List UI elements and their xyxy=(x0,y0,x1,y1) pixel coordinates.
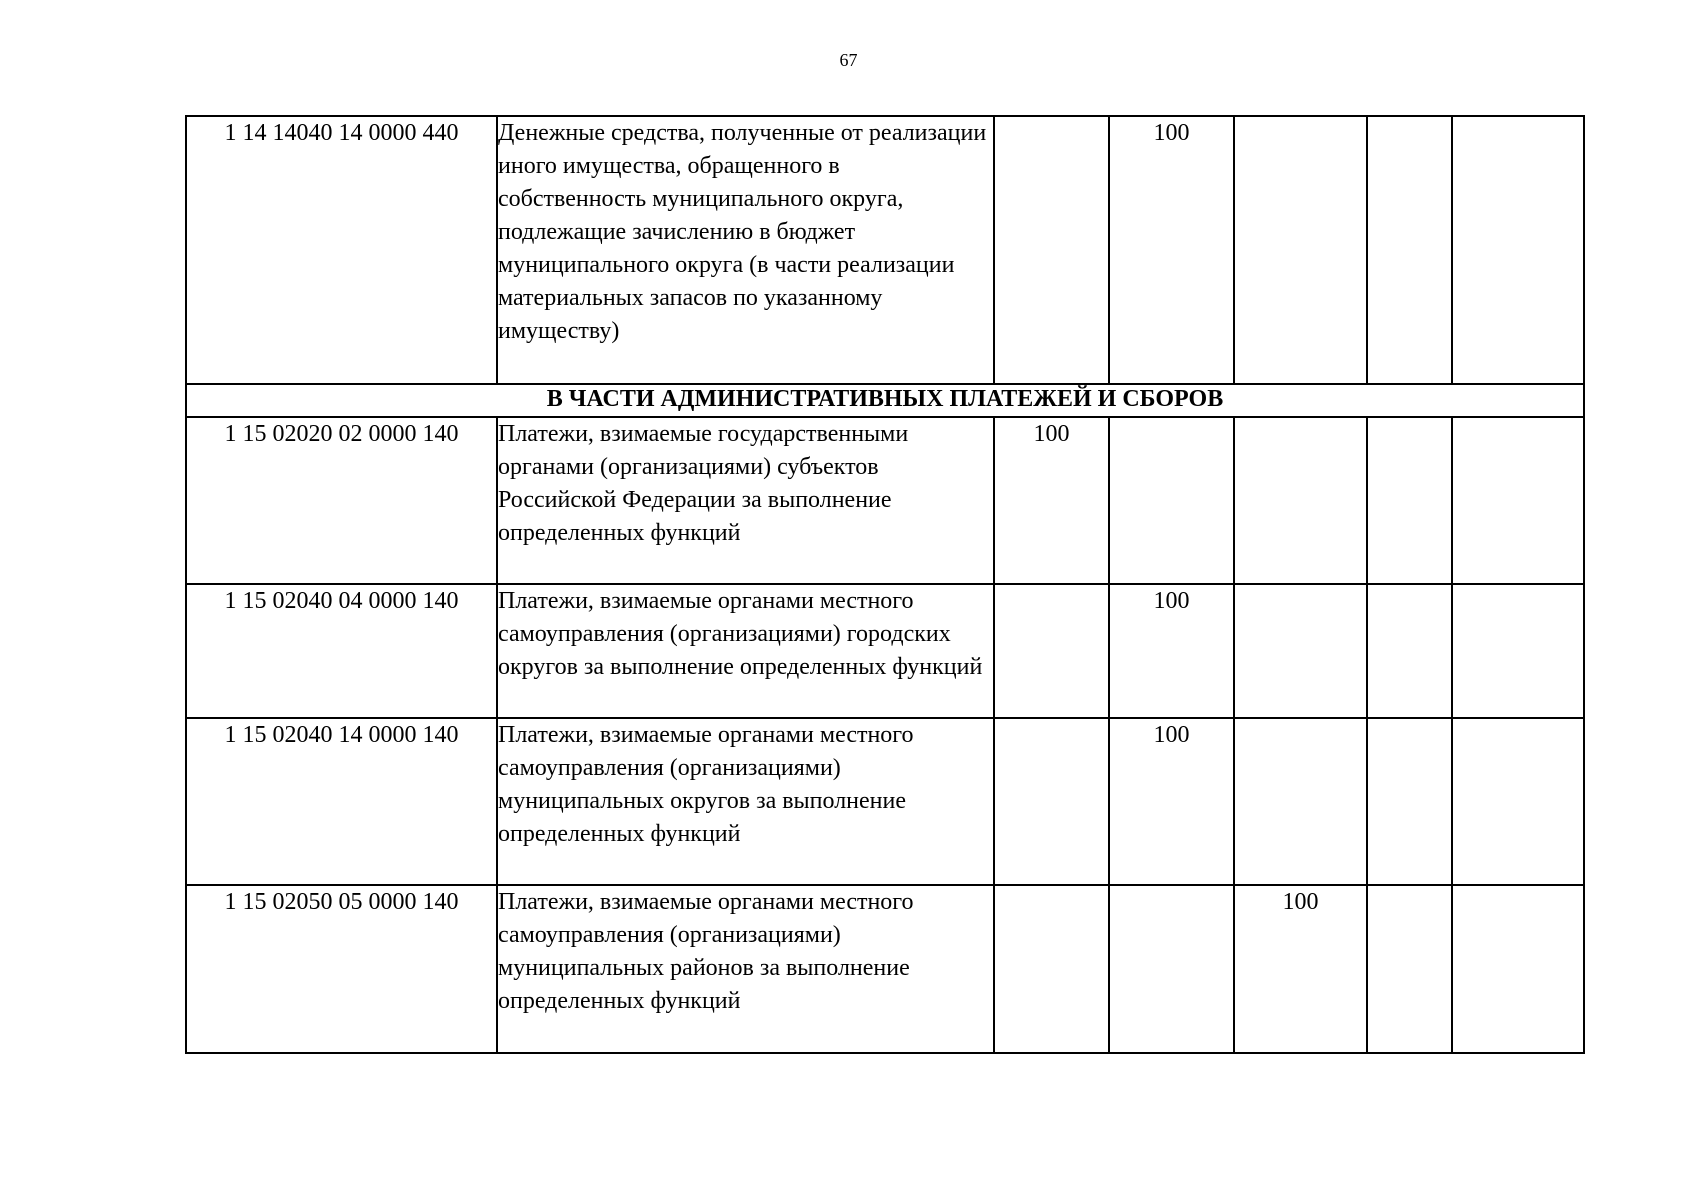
revenue-description: Денежные средства, полученные от реализации иного имущества, обращенного в собственность муниципального округа, подлежащие зачислению в бюджет муниципального округа (в части реализации материальных запасов по указанному имуществу) xyxy=(497,116,994,384)
share-cell xyxy=(1452,885,1584,1053)
share-cell xyxy=(1367,417,1452,584)
share-cell: 100 xyxy=(1109,718,1234,885)
section-title: В ЧАСТИ АДМИНИСТРАТИВНЫХ ПЛАТЕЖЕЙ И СБОРОВ xyxy=(186,384,1584,417)
revenue-distribution-table xyxy=(185,115,1585,1054)
table-row xyxy=(186,885,1584,1053)
table-row xyxy=(186,116,1584,384)
share-cell xyxy=(1452,116,1584,384)
budget-code: 1 15 02050 05 0000 140 xyxy=(186,885,497,1053)
share-cell xyxy=(1367,584,1452,718)
revenue-description: Платежи, взимаемые органами местного самоуправления (организациями) городских округов за выполнение определенных функций xyxy=(497,584,994,718)
share-cell xyxy=(994,116,1109,384)
revenue-description: Платежи, взимаемые органами местного самоуправления (организациями) муниципальных округов за выполнение определенных функций xyxy=(497,718,994,885)
share-cell xyxy=(1367,885,1452,1053)
share-cell xyxy=(1109,417,1234,584)
share-cell xyxy=(1452,584,1584,718)
revenue-description: Платежи, взимаемые органами местного самоуправления (организациями) муниципальных районов за выполнение определенных функций xyxy=(497,885,994,1053)
table-row xyxy=(186,417,1584,584)
share-cell xyxy=(1452,718,1584,885)
budget-code: 1 14 14040 14 0000 440 xyxy=(186,116,497,384)
share-cell xyxy=(1109,885,1234,1053)
revenue-description: Платежи, взимаемые государственными органами (организациями) субъектов Российской Федерации за выполнение определенных функций xyxy=(497,417,994,584)
share-cell: 100 xyxy=(1234,885,1367,1053)
share-cell xyxy=(994,584,1109,718)
page-number: 67 xyxy=(839,50,858,70)
table-row xyxy=(186,718,1584,885)
budget-code: 1 15 02040 04 0000 140 xyxy=(186,584,497,718)
share-cell xyxy=(1367,116,1452,384)
share-cell xyxy=(1452,417,1584,584)
share-cell xyxy=(1234,584,1367,718)
table-row xyxy=(186,584,1584,718)
share-cell xyxy=(1234,116,1367,384)
share-cell: 100 xyxy=(1109,116,1234,384)
share-cell xyxy=(1367,718,1452,885)
share-cell: 100 xyxy=(994,417,1109,584)
share-cell xyxy=(1234,417,1367,584)
section-header-row xyxy=(186,384,1584,417)
share-cell: 100 xyxy=(1109,584,1234,718)
share-cell xyxy=(1234,718,1367,885)
share-cell xyxy=(994,718,1109,885)
share-cell xyxy=(994,885,1109,1053)
budget-code: 1 15 02020 02 0000 140 xyxy=(186,417,497,584)
budget-code: 1 15 02040 14 0000 140 xyxy=(186,718,497,885)
